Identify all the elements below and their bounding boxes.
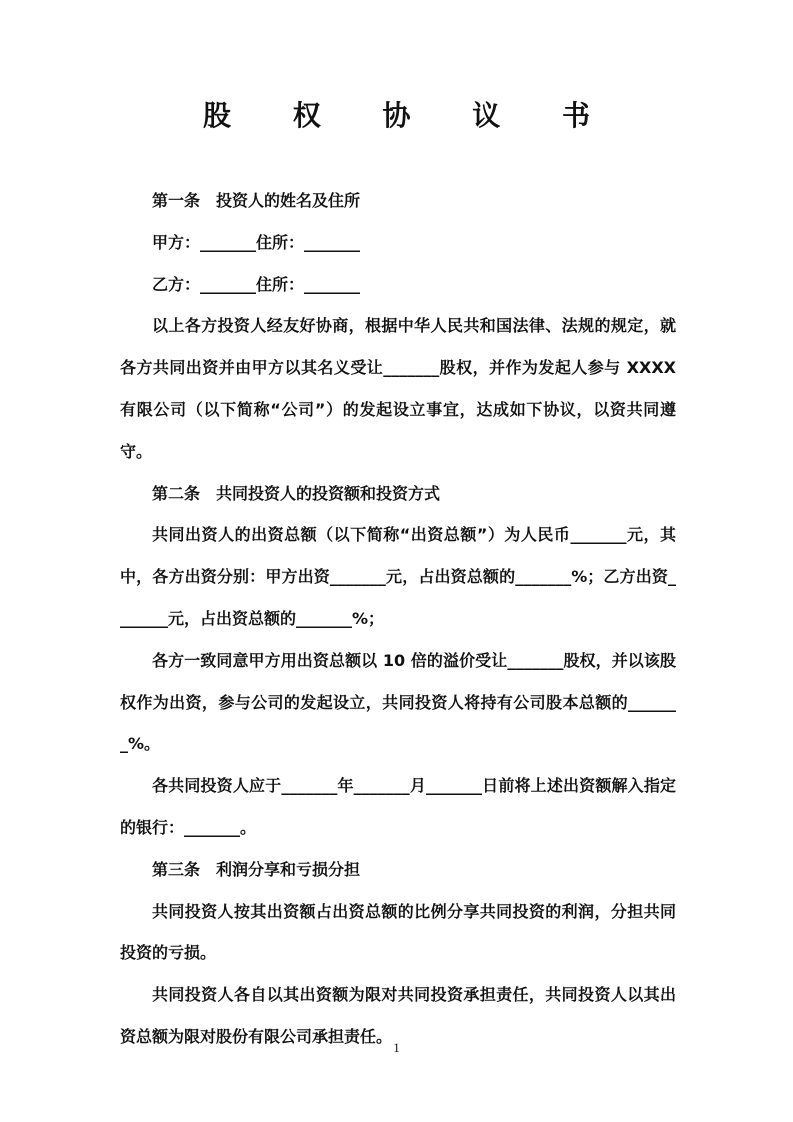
document-title: 股 权 协 议 书 [203,99,616,132]
preamble-paragraph: 以上各方投资人经友好协商，根据中华人民共和国法律、法规的规定，就各方共同出资并由甲方以其名义受让_______股权，并作为发起人参与 XXXX 有限公司（以下简称“公司”）的发起设立事宜，达成如下协议，以资共同遵守。 [120,316,676,461]
document-body [120,180,676,1058]
article-1-heading: 第一条 投资人的姓名及住所 [152,191,361,210]
total-investment-paragraph: 共同出资人的出资总额（以下简称“出资总额”）为人民币_______元，其中，各方出资分别：甲方出资_______元，占出资总额的_______%；乙方出资_______元，占出资总额的_______%； [120,525,676,628]
premium-transfer-paragraph: 各方一致同意甲方用出资总额以 10 倍的溢价受让_______股权，并以该股权作为出资，参与公司的发起设立，共同投资人将持有公司股本总额的_______%。 [120,650,676,754]
profit-sharing-paragraph: 共同投资人按其出资额占出资总额的比例分享共同投资的利润，分担共同投资的亏损。 [120,901,676,963]
party-a-line: 甲方：_______住所：_______ [152,232,361,252]
article-3-heading: 第三条 利润分享和亏损分担 [152,859,361,879]
article-2-heading: 第二条 共同投资人的投资额和投资方式 [152,483,441,503]
payment-deadline-paragraph: 各共同投资人应于_______年_______月_______日前将上述出资额解入指定的银行：_______。 [120,776,676,837]
liability-paragraph: 共同投资人各自以其出资额为限对共同投资承担责任，共同投资人以其出资总额为限对股份有限公司承担责任。 [120,985,676,1046]
page-number: 1 [393,1040,400,1055]
party-b-line: 乙方：_______住所：_______ [152,274,361,294]
